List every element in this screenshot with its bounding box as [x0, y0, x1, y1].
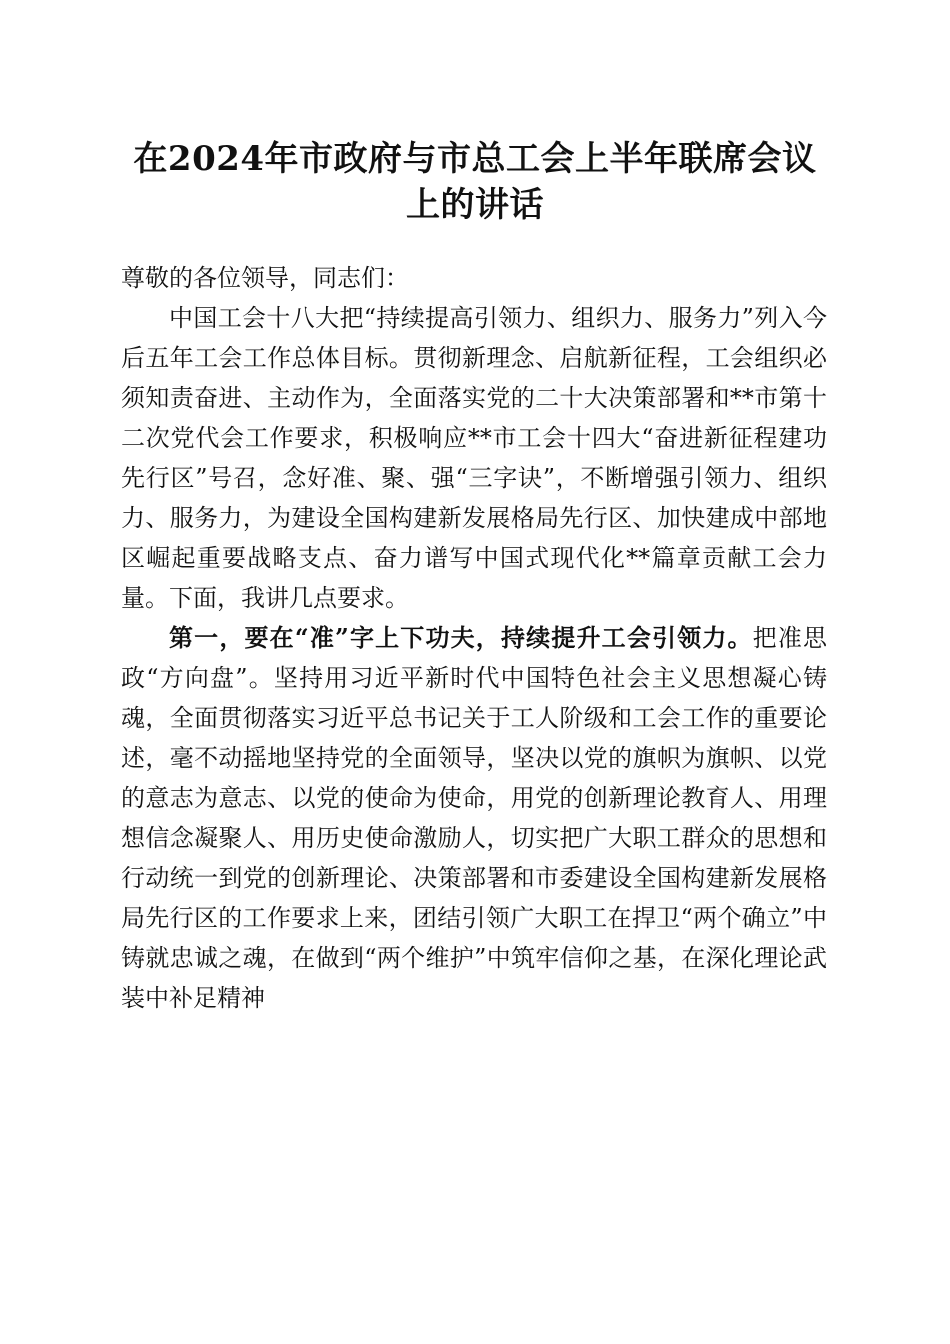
paragraph-intro-text: 中国工会十八大把“持续提高引领力、组织力、服务力”列入今后五年工会工作总体目标。贯彻新理念、启航新征程，工会组织必须知责奋进、主动作为，全面落实党的二十大决策部署和**市第十二次党代会工作要求，积极响应**市工会十四大“奋进新征程建功先行区”号召，念好准、聚、强“三字诀”，不断增强引领力、组织力、服务力，为建设全国构建新发展格局先行区、加快建成中部地区崛起重要战略支点、奋力谱写中国式现代化**篇章贡献工会力量。下面，我讲几点要求。 — [121, 304, 827, 612]
section-1-heading: 第一，要在“准”字上下功夫，持续提升工会引领力。 — [169, 623, 753, 652]
document-body — [121, 258, 827, 1018]
section-1-text: 把准思政“方向盘”。坚持用习近平新时代中国特色社会主义思想凝心铸魂，全面贯彻落实习近平总书记关于工人阶级和工会工作的重要论述，毫不动摇地坚持党的全面领导，坚决以党的旗帜为旗帜、以党的意志为意志、以党的使命为使命，用党的创新理论教育人、用理想信念凝聚人、用历史使命激励人，切实把广大职工群众的思想和行动统一到党的创新理论、决策部署和市委建设全国构建新发展格局先行区的工作要求上来，团结引领广大职工在捍卫“两个确立”中铸就忠诚之魂，在做到“两个维护”中筑牢信仰之基，在深化理论武装中补足精神 — [121, 624, 828, 1012]
salutation: 尊敬的各位领导，同志们： — [121, 264, 409, 292]
title-line-1: 在2024年市政府与市总工会上半年联席会议 — [133, 139, 817, 179]
document-title — [100, 136, 850, 228]
title-line-2: 上的讲话 — [406, 185, 544, 225]
paragraph-intro — [121, 298, 827, 618]
paragraph-section-1 — [121, 618, 827, 1018]
